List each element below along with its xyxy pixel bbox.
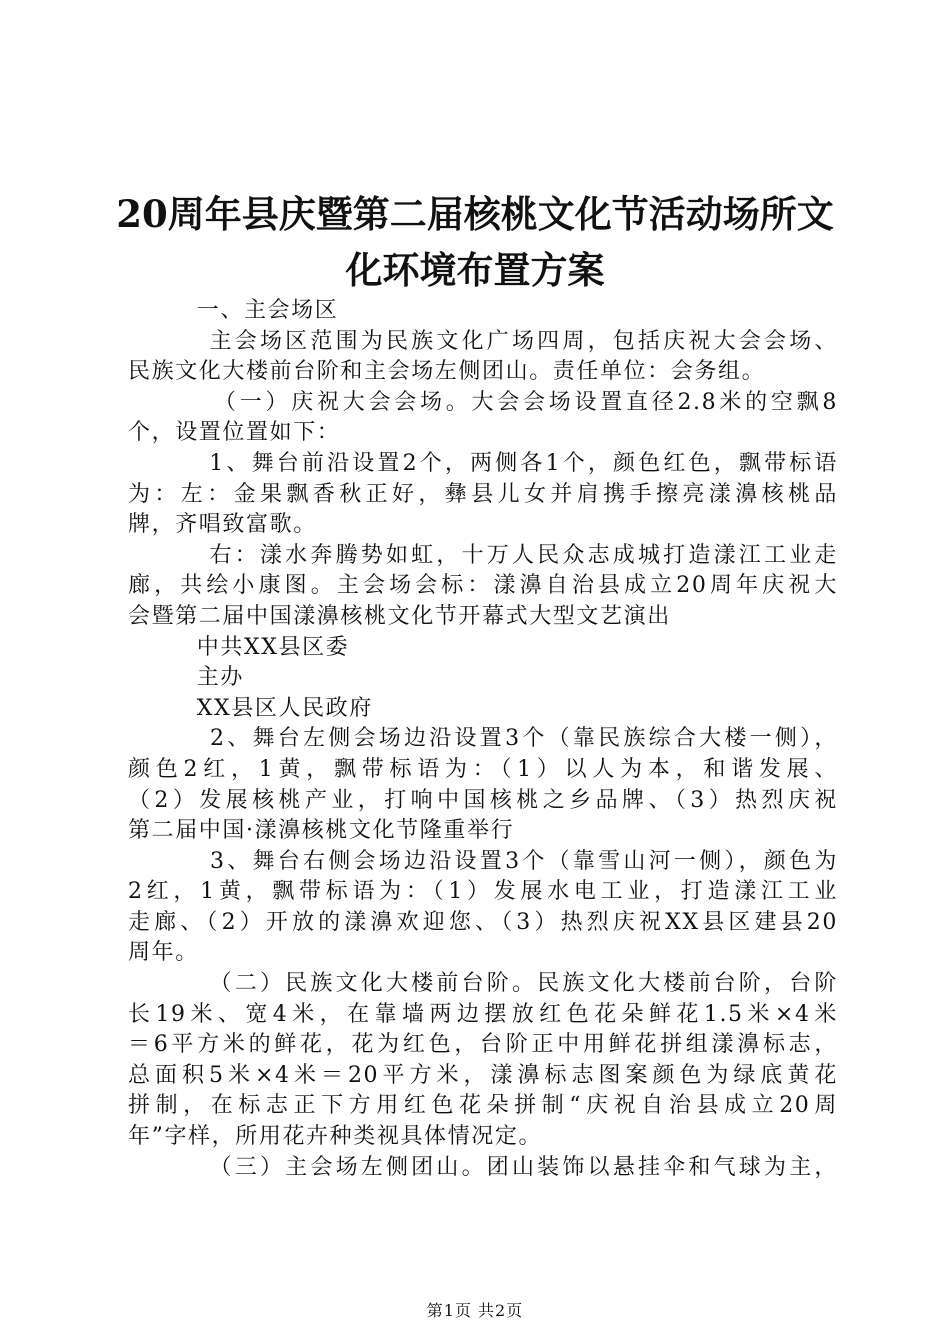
- body-line: 2、舞台左侧会场边沿设置3个（靠民族综合大楼一侧），: [128, 726, 838, 752]
- body-line: 长19米、宽4米，在靠墙两边摆放红色花朵鲜花1.5米×4米: [128, 1001, 838, 1027]
- body-line: 3、舞台右侧会场边沿设置3个（靠雪山河一侧），颜色为: [128, 848, 838, 874]
- body-line: 会暨第二届中国漾濞核桃文化节开幕式大型文艺演出: [128, 603, 671, 629]
- body-line: 2红，1黄，飘带标语为：（1）发展水电工业，打造漾江工业: [128, 879, 838, 905]
- body-line: 为：左：金果飘香秋正好，彝县儿女并肩携手擦亮漾濞核桃品: [128, 481, 838, 507]
- body-line: 主会场区范围为民族文化广场四周，包括庆祝大会会场、: [128, 328, 838, 354]
- document-body: [128, 296, 838, 1183]
- body-line: （一）庆祝大会会场。大会会场设置直径2.8米的空飘8: [128, 389, 838, 415]
- body-line: 第二届中国·漾濞核桃文化节隆重举行: [128, 818, 515, 844]
- body-line: （三）主会场左侧团山。团山装饰以悬挂伞和气球为主，: [128, 1154, 838, 1180]
- body-line: ＝6平方米的鲜花，花为红色，台阶正中用鲜花拼组漾濞标志，: [128, 1032, 838, 1058]
- body-line: 中共XX县区委: [128, 634, 350, 660]
- body-line: 周年。: [128, 940, 199, 966]
- document-title-line-2: 化环境布置方案: [345, 248, 605, 292]
- body-line: 牌，齐唱致富歌。: [128, 512, 317, 538]
- body-line: 总面积5米×4米＝20平方米，漾濞标志图案颜色为绿底黄花: [128, 1062, 838, 1088]
- body-line: （二）民族文化大楼前台阶。民族文化大楼前台阶，台阶: [128, 971, 838, 997]
- body-line: XX县区人民政府: [128, 695, 373, 721]
- body-line: 一、主会场区: [128, 298, 339, 323]
- page-footer: 第1页 共2页: [426, 1301, 524, 1320]
- body-line: 颜色2红，1黄，飘带标语为：（1）以人为本，和谐发展、: [128, 756, 838, 782]
- body-line: 右：漾水奔腾势如虹，十万人民众志成城打造漾江工业走: [128, 542, 838, 568]
- body-line: 民族文化大楼前台阶和主会场左侧团山。责任单位：会务组。: [128, 359, 766, 385]
- body-line: 拼制，在标志正下方用红色花朵拼制“庆祝自治县成立20周: [128, 1093, 838, 1119]
- body-line: 个，设置位置如下：: [128, 420, 341, 446]
- body-line: 走廊、（2）开放的漾濞欢迎您、（3）热烈庆祝XX县区建县20: [128, 909, 838, 935]
- body-line: 廊，共绘小康图。主会场会标：漾濞自治县成立20周年庆祝大: [128, 573, 838, 599]
- document-title-line-1: 20周年县庆暨第二届核桃文化节活动场所文: [116, 192, 834, 236]
- body-line: 主办: [128, 665, 244, 691]
- body-line: 1、舞台前沿设置2个，两侧各1个，颜色红色，飘带标语: [128, 450, 838, 476]
- body-line: 年”字样，所用花卉种类视具体情况定。: [128, 1124, 543, 1150]
- body-line: （2）发展核桃产业，打响中国核桃之乡品牌、（3）热烈庆祝: [128, 787, 838, 813]
